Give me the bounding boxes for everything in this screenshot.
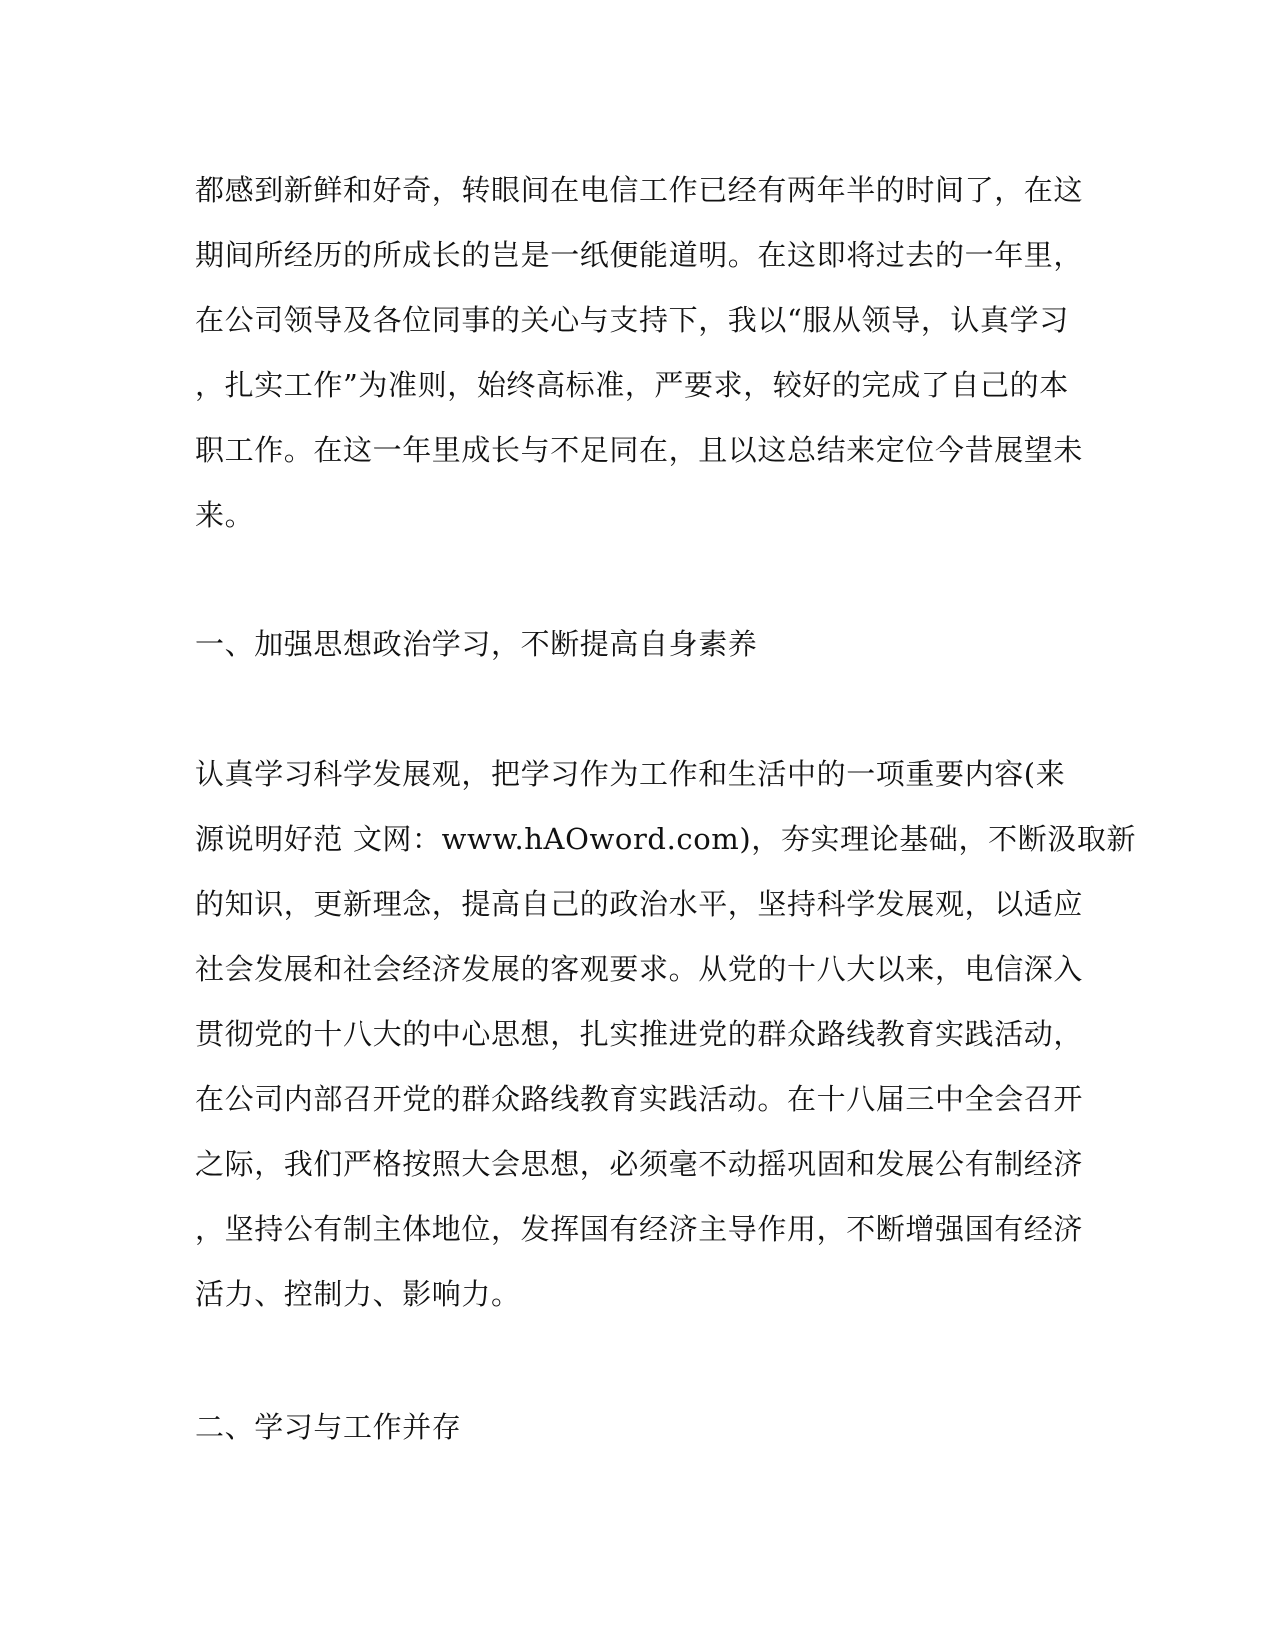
paragraph-line: 在公司内部召开党的群众路线教育实践活动。在十八届三中全会召开 <box>195 1082 1084 1116</box>
paragraph-line: 认真学习科学发展观，把学习作为工作和生活中的一项重要内容(来 <box>195 757 1066 791</box>
paragraph-line: 来。 <box>195 498 255 532</box>
paragraph-line: 期间所经历的所成长的岂是一纸便能道明。在这即将过去的一年里， <box>195 238 1084 272</box>
paragraph-intro <box>195 158 1084 548</box>
section-heading-2 <box>195 1395 1075 1460</box>
paragraph-study <box>195 742 1137 1327</box>
paragraph-line: 贯彻党的十八大的中心思想，扎实推进党的群众路线教育实践活动， <box>195 1017 1084 1051</box>
paragraph-line: ，坚持公有制主体地位，发挥国有经济主导作用，不断增强国有经济 <box>195 1212 1084 1246</box>
section-heading-text: 二、学习与工作并存 <box>195 1410 462 1444</box>
section-heading-text: 一、加强思想政治学习，不断提高自身素养 <box>195 627 758 661</box>
paragraph-line: 之际，我们严格按照大会思想，必须毫不动摇巩固和发展公有制经济 <box>195 1147 1084 1181</box>
paragraph-line: 职工作。在这一年里成长与不足同在，且以这总结来定位今昔展望未 <box>195 433 1084 467</box>
paragraph-line: 的知识，更新理念，提高自己的政治水平，坚持科学发展观，以适应 <box>195 887 1084 921</box>
paragraph-line: ，扎实工作”为准则，始终高标准，严要求，较好的完成了自己的本 <box>195 368 1069 402</box>
section-heading-1 <box>195 612 1075 677</box>
paragraph-line: 都感到新鲜和好奇，转眼间在电信工作已经有两年半的时间了，在这 <box>195 173 1084 207</box>
paragraph-line: 在公司领导及各位同事的关心与支持下，我以“服从领导，认真学习 <box>195 303 1069 337</box>
paragraph-line: 活力、控制力、影响力。 <box>195 1277 521 1311</box>
paragraph-line: 源说明好范 文网：www.hAOword.com)，夯实理论基础，不断汲取新 <box>195 822 1137 856</box>
paragraph-line: 社会发展和社会经济发展的客观要求。从党的十八大以来，电信深入 <box>195 952 1084 986</box>
